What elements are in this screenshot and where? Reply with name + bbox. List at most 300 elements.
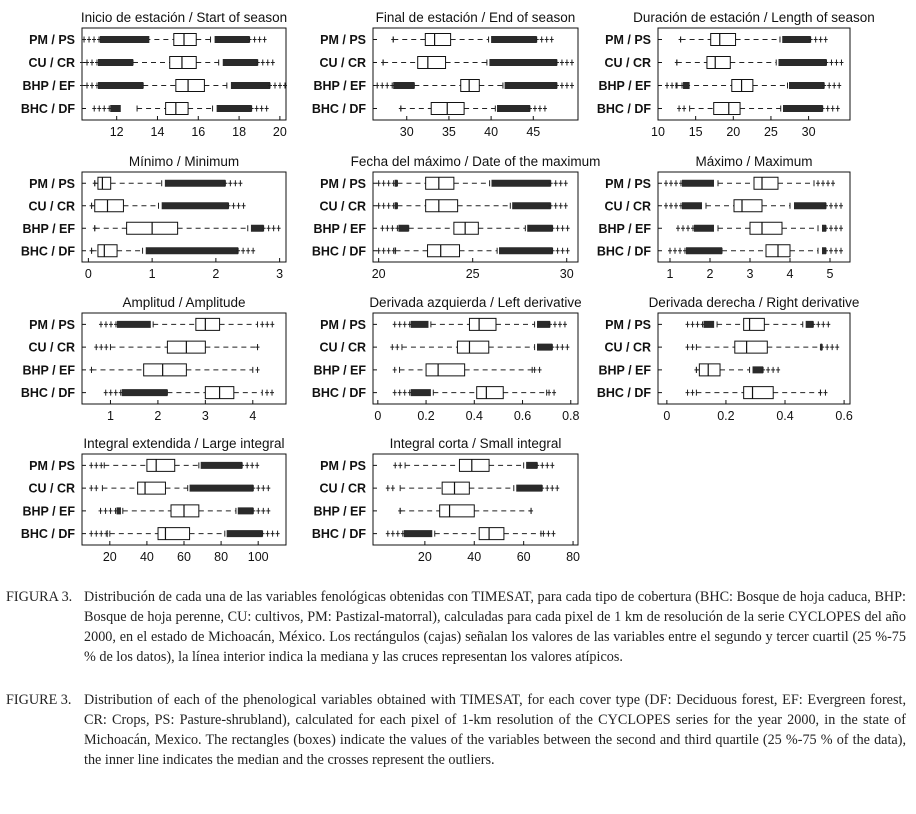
x-tick-label: 1 [106, 409, 114, 423]
outlier-cross [540, 37, 544, 43]
category-label: PM / PS [320, 317, 366, 332]
outlier-cross [109, 508, 113, 514]
outlier-cross [89, 367, 93, 373]
x-tick-label: 40 [484, 125, 499, 139]
outlier-cross [233, 180, 237, 186]
outlier-cross [99, 531, 103, 537]
outlier-band-low [100, 36, 149, 43]
box-series [89, 482, 270, 494]
outlier-cross [260, 321, 264, 327]
outlier-cross [686, 390, 690, 396]
iqr-box [171, 505, 199, 517]
iqr-box [744, 387, 774, 399]
outlier-cross [823, 390, 827, 396]
x-tick-label: 25 [465, 267, 480, 281]
category-label: CU / CR [28, 56, 75, 70]
category-label: BHC / DF [596, 102, 651, 116]
x-tick-label: 15 [688, 125, 703, 139]
category-label: BHC / DF [20, 102, 75, 116]
outlier-cross [570, 83, 574, 89]
box-series [90, 200, 246, 212]
outlier-cross [696, 321, 700, 327]
outlier-cross [256, 344, 260, 350]
iqr-box [158, 528, 190, 540]
category-label: BHC / DF [596, 244, 651, 259]
outlier-cross [267, 225, 271, 231]
category-label: PM / PS [29, 317, 75, 332]
outlier-cross [92, 106, 96, 112]
outlier-cross [80, 60, 84, 66]
outlier-band-low [404, 530, 432, 537]
category-label: BHP / EF [313, 504, 366, 519]
outlier-cross [99, 462, 103, 468]
panel-11 [312, 436, 580, 564]
panel-title: Máximo / Maximum [695, 154, 813, 169]
x-tick-label: 4 [249, 409, 257, 423]
outlier-cross [256, 485, 260, 491]
outlier-cross [834, 248, 838, 254]
x-tick-label: 25 [763, 125, 778, 139]
outlier-cross [664, 203, 668, 209]
x-tick-label: 0 [84, 267, 92, 281]
outlier-band-high [512, 202, 551, 209]
caption-english-text: Distribution of each of the phenological variables obtained with TIMESAT, for each cover type (DF: Deciduous forest, EF: Evergreen forest, CR: Crops, PS: Pasture-shrubland), calculated for each pixel of 1-km resolution of the CYCLOPES series for the year 2000, in the state of Michoacán, Mexico. The rectangles (boxes) indicate the values of the variables between the second and third quartile (25 %-75 % of the data), the inner line indicates the median and the crosses represent the outliers. [84, 692, 906, 768]
x-tick-label: 3 [746, 267, 754, 281]
outlier-cross [543, 106, 547, 112]
outlier-band-low [398, 225, 408, 232]
outlier-cross [816, 321, 820, 327]
outlier-cross [565, 60, 569, 66]
outlier-band-high [223, 59, 258, 66]
category-label: BHP / EF [313, 221, 366, 236]
category-label: CU / CR [319, 199, 366, 214]
box-series [664, 177, 835, 189]
outlier-cross [669, 203, 673, 209]
outlier-band-low [411, 321, 429, 328]
outlier-cross [826, 106, 830, 112]
outlier-cross [839, 225, 843, 231]
outlier-band-high [782, 36, 810, 43]
outlier-cross [390, 344, 394, 350]
outlier-band-high [227, 530, 263, 537]
category-label: BHP / EF [22, 504, 75, 519]
x-tick-label: 12 [109, 125, 124, 139]
outlier-cross [255, 462, 259, 468]
outlier-cross [377, 203, 381, 209]
box-series [92, 103, 268, 115]
outlier-cross [686, 344, 690, 350]
outlier-cross [90, 248, 94, 254]
outlier-cross [545, 462, 549, 468]
outlier-cross [825, 344, 829, 350]
iqr-box [459, 459, 489, 471]
outlier-band-high [201, 462, 242, 469]
outlier-cross [691, 344, 695, 350]
box-series [694, 364, 780, 376]
outlier-cross [561, 225, 565, 231]
x-tick-label: 1 [666, 267, 674, 281]
panel-9 [597, 295, 860, 423]
outlier-cross [678, 248, 682, 254]
outlier-cross [395, 344, 399, 350]
outlier-cross [547, 390, 551, 396]
outlier-cross [669, 180, 673, 186]
iqr-box [138, 482, 166, 494]
outlier-band-high [489, 59, 557, 66]
iqr-box [418, 57, 446, 69]
outlier-cross [258, 37, 262, 43]
panel-1 [21, 10, 287, 139]
outlier-cross [97, 106, 101, 112]
outlier-cross [829, 203, 833, 209]
iqr-box [707, 57, 730, 69]
outlier-cross [545, 485, 549, 491]
box-series [375, 80, 574, 92]
box-series [80, 57, 275, 69]
iqr-box [754, 177, 778, 189]
outlier-cross [675, 60, 679, 66]
x-tick-label: 0.4 [465, 409, 483, 423]
x-tick-label: 35 [441, 125, 456, 139]
category-label: CU / CR [604, 199, 651, 214]
box-series [94, 341, 259, 353]
category-label: CU / CR [319, 481, 366, 496]
outlier-cross [94, 462, 98, 468]
iqr-box [454, 222, 478, 234]
outlier-cross [674, 203, 678, 209]
box-series [675, 57, 844, 69]
panel-7 [21, 295, 286, 423]
category-label: BHP / EF [598, 221, 651, 236]
box-series [665, 80, 841, 92]
category-label: CU / CR [319, 56, 366, 70]
outlier-cross [766, 367, 770, 373]
box-series [668, 245, 843, 257]
outlier-cross [559, 203, 563, 209]
iqr-box [461, 80, 480, 92]
iqr-box [428, 245, 460, 257]
box-series [386, 482, 559, 494]
outlier-band-high [527, 225, 552, 232]
iqr-box [98, 245, 117, 257]
outlier-cross [821, 321, 825, 327]
iqr-box [95, 200, 124, 212]
outlier-cross [546, 531, 550, 537]
x-tick-label: 0.2 [717, 409, 735, 423]
box-series [89, 528, 279, 540]
iqr-box [477, 387, 504, 399]
outlier-cross [265, 390, 269, 396]
outlier-cross [563, 321, 567, 327]
outlier-band-high [778, 59, 826, 66]
x-tick-label: 0.4 [776, 409, 794, 423]
outlier-cross [545, 37, 549, 43]
iqr-box [714, 103, 740, 115]
outlier-cross [403, 321, 407, 327]
outlier-cross [390, 225, 394, 231]
x-tick-label: 10 [651, 125, 665, 139]
x-tick-label: 4 [786, 267, 794, 281]
outlier-cross [551, 531, 555, 537]
box-series [380, 222, 569, 234]
caption-spanish [6, 587, 906, 667]
iqr-box [98, 177, 111, 189]
outlier-cross [564, 180, 568, 186]
category-label: CU / CR [28, 481, 75, 496]
x-tick-label: 3 [201, 409, 209, 423]
outlier-cross [837, 83, 841, 89]
outlier-cross [228, 180, 232, 186]
outlier-band-high [497, 105, 530, 112]
outlier-cross [276, 531, 280, 537]
box-series [90, 245, 256, 257]
category-label: PM / PS [605, 33, 651, 47]
category-label: BHP / EF [22, 79, 75, 93]
panel-5 [312, 154, 601, 281]
outlier-cross [694, 367, 698, 373]
outlier-cross [538, 367, 542, 373]
outlier-cross [99, 508, 103, 514]
outlier-band-low [686, 247, 722, 254]
category-label: BHC / DF [311, 244, 366, 259]
category-label: BHP / EF [22, 221, 75, 236]
category-label: CU / CR [319, 340, 366, 355]
outlier-cross [691, 390, 695, 396]
outlier-band-high [783, 105, 823, 112]
x-tick-label: 5 [826, 267, 834, 281]
outlier-cross [540, 462, 544, 468]
category-label: BHC / DF [311, 102, 366, 116]
outlier-band-high [499, 247, 553, 254]
panel-title: Mínimo / Minimum [128, 154, 240, 169]
outlier-cross [385, 225, 389, 231]
outlier-cross [691, 321, 695, 327]
category-label: BHP / EF [313, 363, 366, 378]
category-label: BHC / DF [20, 527, 75, 542]
outlier-band-high [231, 82, 270, 89]
outlier-cross [686, 225, 690, 231]
panel-title: Integral corta / Small integral [389, 436, 562, 451]
outlier-cross [398, 462, 402, 468]
outlier-band-high [516, 485, 542, 492]
outlier-cross [266, 531, 270, 537]
box-series [398, 505, 533, 517]
outlier-cross [266, 485, 270, 491]
outlier-cross [381, 60, 385, 66]
box-series [80, 80, 287, 92]
outlier-band-high [794, 202, 826, 209]
outlier-cross [90, 203, 94, 209]
category-label: BHC / DF [311, 527, 366, 542]
outlier-cross [686, 321, 690, 327]
category-label: BHC / DF [20, 244, 75, 259]
outlier-cross [85, 83, 89, 89]
outlier-cross [835, 344, 839, 350]
outlier-cross [555, 485, 559, 491]
outlier-cross [673, 248, 677, 254]
outlier-cross [561, 248, 565, 254]
outlier-band-high [491, 180, 550, 187]
outlier-cross [271, 531, 275, 537]
outlier-cross [541, 531, 545, 537]
outlier-cross [104, 321, 108, 327]
panel-title: Derivada azquierda / Left derivative [369, 295, 582, 310]
x-tick-label: 100 [247, 550, 269, 564]
x-tick-label: 40 [467, 550, 482, 564]
panel-title: Duración de estación / Length of season [633, 10, 875, 25]
outlier-cross [560, 83, 564, 89]
outlier-cross [391, 531, 395, 537]
outlier-cross [266, 60, 270, 66]
outlier-cross [826, 321, 830, 327]
caption-spanish-label: FIGURA 3. [6, 589, 73, 605]
box-series [377, 177, 568, 189]
category-label: BHP / EF [313, 79, 366, 93]
outlier-cross [273, 83, 277, 89]
x-tick-label: 0.6 [513, 409, 532, 423]
outlier-cross [82, 37, 86, 43]
outlier-cross [93, 225, 97, 231]
outlier-cross [387, 180, 391, 186]
outlier-cross [826, 180, 830, 186]
outlier-cross [265, 106, 269, 112]
category-label: PM / PS [29, 176, 75, 191]
outlier-cross [277, 225, 281, 231]
outlier-band-low [682, 180, 714, 187]
outlier-cross [87, 37, 91, 43]
outlier-cross [555, 344, 559, 350]
outlier-cross [821, 180, 825, 186]
outlier-cross [266, 508, 270, 514]
panel-title: Final de estación / End of season [375, 10, 576, 25]
outlier-cross [385, 83, 389, 89]
outlier-cross [566, 225, 570, 231]
outlier-cross [839, 60, 843, 66]
iqr-box [170, 57, 197, 69]
outlier-cross [272, 225, 276, 231]
box-series [93, 177, 243, 189]
outlier-cross [94, 485, 98, 491]
panel-title: Inicio de estación / Start of season [80, 10, 288, 25]
box-series [677, 103, 840, 115]
outlier-cross [818, 390, 822, 396]
box-series [390, 341, 569, 353]
iqr-box [750, 222, 782, 234]
box-series [99, 505, 271, 517]
outlier-cross [829, 225, 833, 231]
iqr-box [734, 200, 762, 212]
category-label: BHP / EF [22, 363, 75, 378]
outlier-band-low [98, 82, 143, 89]
outlier-cross [831, 180, 835, 186]
outlier-cross [260, 106, 264, 112]
category-label: PM / PS [605, 176, 651, 191]
box-series [381, 57, 574, 69]
outlier-cross [387, 203, 391, 209]
outlier-band-high [217, 105, 252, 112]
outlier-cross [560, 60, 564, 66]
outlier-band-low [694, 225, 714, 232]
outlier-cross [834, 225, 838, 231]
outlier-cross [238, 180, 242, 186]
x-tick-label: 40 [139, 550, 154, 564]
category-label: BHC / DF [20, 386, 75, 401]
x-tick-label: 80 [566, 550, 581, 564]
outlier-cross [104, 344, 108, 350]
outlier-band-high [537, 344, 552, 351]
outlier-cross [382, 180, 386, 186]
box-series [377, 200, 568, 212]
outlier-cross [261, 485, 265, 491]
outlier-cross [677, 106, 681, 112]
outlier-cross [80, 83, 84, 89]
outlier-cross [831, 106, 835, 112]
outlier-cross [668, 248, 672, 254]
outlier-cross [265, 321, 269, 327]
outlier-cross [270, 390, 274, 396]
outlier-cross [553, 321, 557, 327]
category-label: CU / CR [28, 340, 75, 355]
outlier-cross [566, 248, 570, 254]
panel-8 [312, 295, 582, 423]
outlier-cross [263, 37, 267, 43]
outlier-cross [559, 180, 563, 186]
outlier-cross [550, 462, 554, 468]
x-tick-label: 20 [417, 550, 432, 564]
outlier-band-high [238, 507, 254, 514]
outlier-cross [246, 248, 250, 254]
outlier-cross [253, 37, 257, 43]
outlier-cross [398, 390, 402, 396]
panel-3 [597, 10, 875, 139]
outlier-cross [776, 367, 780, 373]
x-tick-label: 0.6 [835, 409, 853, 423]
outlier-band-high [146, 247, 238, 254]
outlier-cross [670, 83, 674, 89]
outlier-cross [665, 83, 669, 89]
outlier-cross [830, 344, 834, 350]
outlier-cross [93, 180, 97, 186]
outlier-cross [85, 60, 89, 66]
outlier-cross [827, 83, 831, 89]
iqr-box [196, 318, 220, 330]
outlier-cross [538, 106, 542, 112]
outlier-cross [109, 321, 113, 327]
outlier-cross [533, 106, 537, 112]
x-tick-label: 20 [272, 125, 287, 139]
outlier-cross [834, 203, 838, 209]
outlier-band-high [215, 36, 250, 43]
outlier-cross [664, 180, 668, 186]
x-tick-label: 45 [526, 125, 541, 139]
x-tick-label: 30 [399, 125, 414, 139]
outlier-cross [380, 83, 384, 89]
outlier-cross [245, 462, 249, 468]
x-tick-label: 2 [154, 409, 162, 423]
box-series [664, 200, 843, 212]
outlier-cross [552, 390, 556, 396]
outlier-cross [89, 531, 93, 537]
outlier-band-low [704, 321, 715, 328]
outlier-cross [560, 344, 564, 350]
x-tick-label: 20 [102, 550, 117, 564]
category-label: CU / CR [28, 199, 75, 214]
box-series [386, 528, 556, 540]
iqr-box [144, 364, 187, 376]
panel-2 [312, 10, 578, 139]
outlier-cross [554, 180, 558, 186]
outlier-cross [237, 203, 241, 209]
